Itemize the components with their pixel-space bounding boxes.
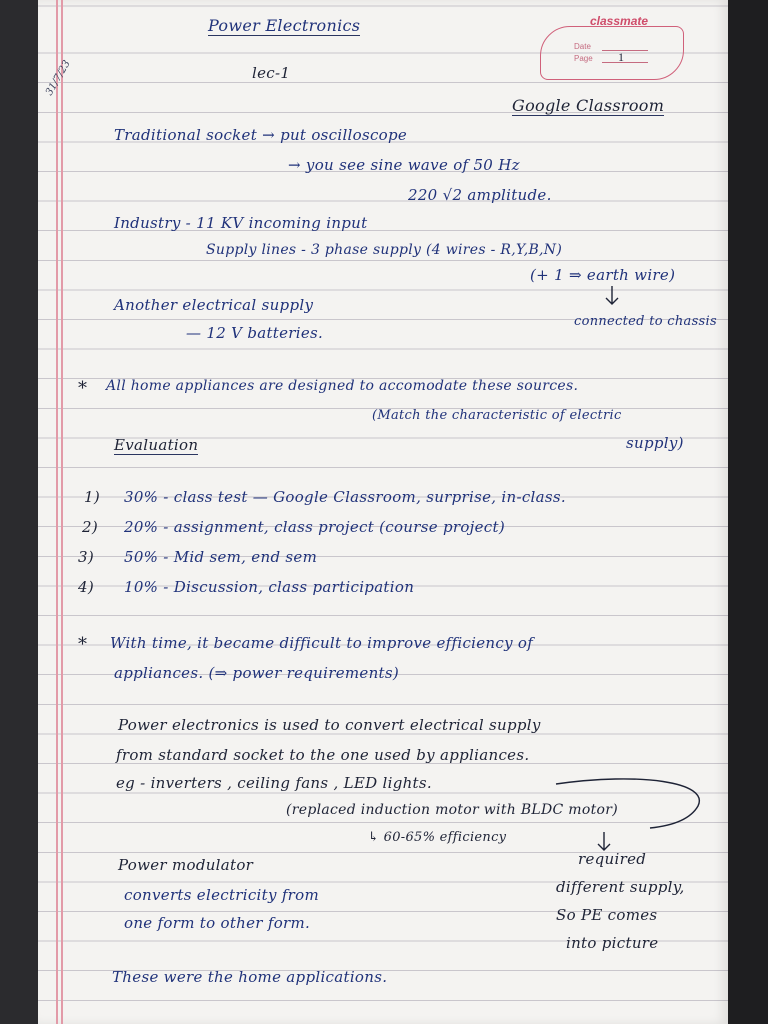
brand-page-label: Page (574, 54, 593, 63)
text-line: — 12 V batteries. (186, 324, 324, 342)
list-item: 50% - Mid sem, end sem (124, 548, 318, 566)
text-line: one form to other form. (124, 914, 311, 932)
text-line: All home appliances are designed to accomodate these sources. (106, 378, 579, 394)
text-line: (Match the characteristic of electric (372, 408, 622, 423)
text-line: appliances. (⇒ power requirements) (114, 664, 400, 682)
list-number: 4) (78, 578, 94, 596)
text-line: So PE comes (556, 906, 658, 924)
list-number: 2) (82, 518, 98, 536)
page-title: Power Electronics (208, 16, 361, 35)
star-bullet: * (78, 634, 88, 655)
text-line: required (578, 850, 647, 868)
text-line: (+ 1 ⇒ earth wire) (530, 266, 676, 284)
text-line: These were the home applications. (112, 968, 388, 986)
lecture-number: lec-1 (252, 64, 291, 82)
curved-arrow (556, 779, 699, 828)
list-item: 20% - assignment, class project (course project) (124, 518, 505, 536)
text-line: → you see sine wave of 50 Hz (288, 156, 520, 174)
text-line: Power modulator (118, 856, 254, 874)
page-date: 31/7/23 (44, 58, 73, 98)
text-line: supply) (626, 434, 684, 452)
text-line: into picture (566, 934, 659, 952)
down-arrow (606, 286, 618, 304)
page-number: 1 (618, 50, 624, 64)
source-note: Google Classroom (512, 96, 665, 115)
text-line: With time, it became difficult to improve efficiency of (110, 634, 534, 652)
text-line: different supply, (556, 878, 685, 896)
list-number: 3) (78, 548, 94, 566)
text-line: converts electricity from (124, 886, 319, 904)
text-line: Power electronics is used to convert electrical supply (118, 716, 541, 734)
text-line: Traditional socket → put oscilloscope (114, 126, 408, 144)
brand-name: classmate (590, 14, 649, 28)
text-line: 220 √2 amplitude. (408, 186, 552, 204)
list-item: 30% - class test — Google Classroom, surprise, in-class. (124, 488, 566, 506)
text-line: Industry - 11 KV incoming input (114, 214, 368, 232)
text-line: connected to chassis (574, 314, 717, 329)
list-number: 1) (84, 488, 100, 506)
text-line: (replaced induction motor with BLDC motor) (286, 802, 619, 818)
down-arrow (598, 832, 610, 850)
text-line: Another electrical supply (114, 296, 314, 314)
star-bullet: * (78, 378, 88, 399)
section-heading: Evaluation (114, 436, 199, 454)
text-line: ↳ 60-65% efficiency (368, 830, 507, 845)
text-line: Supply lines - 3 phase supply (4 wires - R,Y,B,N) (206, 242, 563, 258)
brand-date-label: Date (574, 42, 591, 51)
text-line: eg - inverters , ceiling fans , LED lights. (116, 774, 432, 792)
list-item: 10% - Discussion, class participation (124, 578, 415, 596)
text-line: from standard socket to the one used by appliances. (116, 746, 530, 764)
